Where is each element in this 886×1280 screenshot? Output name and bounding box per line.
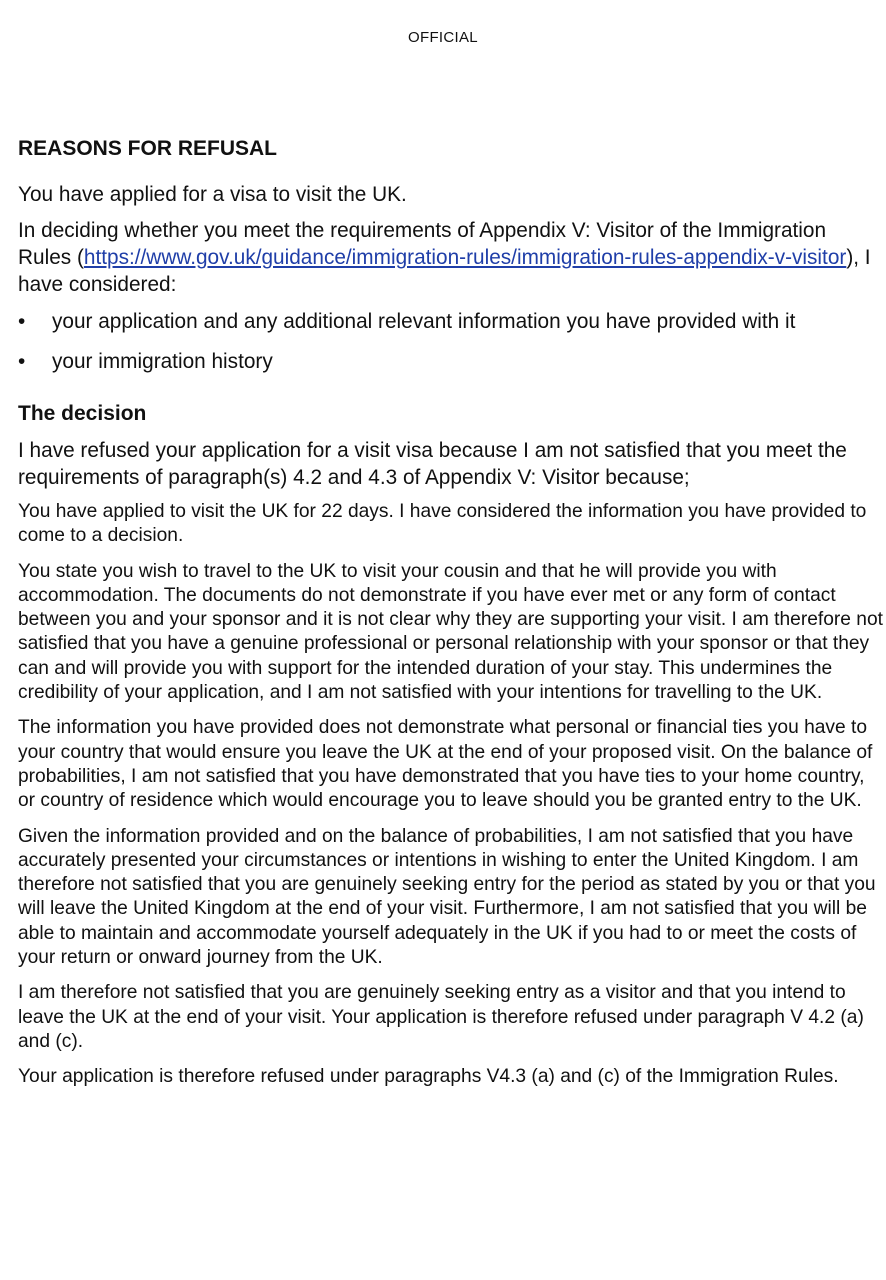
considered-list	[18, 308, 884, 375]
security-marking: OFFICIAL	[408, 29, 478, 46]
paragraph-v42: I am therefore not satisfied that you are genuinely seeking entry as a visitor and that you intend to leave the UK at the end of your visit. Your application is therefore refused under paragraph V 4.2 (a) and (c).	[18, 982, 864, 1052]
list-item-text: your application and any additional relevant information you have provided with it	[52, 310, 796, 333]
list-item	[18, 348, 884, 375]
list-item	[18, 308, 884, 335]
considered-after-link: ), I have considered:	[18, 246, 871, 296]
appendix-v-link[interactable]: https://www.gov.uk/guidance/immigration-rules/immigration-rules-appendix-v-visitor	[83, 246, 847, 269]
document-body	[18, 134, 884, 1101]
list-item-text: your immigration history	[52, 350, 273, 373]
decision-intro: I have refused your application for a visit visa because I am not satisfied that you meet the requirements of paragraph(s) 4.2 and 4.3 of Appendix V: Visitor because;	[18, 439, 847, 489]
paragraph-sponsor: You state you wish to travel to the UK to visit your cousin and that he will provide you with accommodation. The documents do not demonstrate if you have ever met or any form of contact between you and your sponsor and it is not clear why they are supporting your visit. I am therefore not satisfied that you have a genuine professional or personal relationship with your sponsor or that they can and will provide you with support for the intended duration of your stay. This undermines the credibility of your application, and I am not satisfied with your intentions for travelling to the UK.	[18, 560, 883, 704]
paragraph-circumstances: Given the information provided and on the balance of probabilities, I am not satisfied that you have accurately presented your circumstances or intentions in wishing to enter the United Kingdom. I am therefore not satisfied that you are genuinely seeking entry for the period as stated by you or that you will leave the United Kingdom at the end of your visit. Furthermore, I am not satisfied that you will be able to maintain and accommodate yourself adequately in the UK if you had to or meet the costs of your return or onward journey from the UK.	[18, 825, 876, 969]
document-title: REASONS FOR REFUSAL	[18, 137, 278, 160]
paragraph-v43: Your application is therefore refused under paragraphs V4.3 (a) and (c) of the Immigration Rules.	[18, 1066, 839, 1088]
paragraph-ties: The information you have provided does not demonstrate what personal or financial ties you have to your country that would ensure you leave the UK at the end of your proposed visit. On the balance of probabilities, I am not satisfied that you have demonstrated that you have ties to your home country, or country of residence which would encourage you to leave should you be granted entry to the UK.	[18, 717, 873, 812]
considered-before-link: In deciding whether you meet the requirements of Appendix V: Visitor of the Immigration Rules (	[18, 219, 827, 269]
bullet-icon: •	[18, 350, 26, 373]
intro-line: You have applied for a visa to visit the UK.	[18, 183, 407, 206]
considered-statement	[18, 217, 884, 298]
decision-heading: The decision	[18, 402, 147, 425]
paragraph-duration: You have applied to visit the UK for 22 days. I have considered the information you have provided to come to a decision.	[18, 501, 867, 547]
bullet-icon: •	[18, 310, 26, 333]
